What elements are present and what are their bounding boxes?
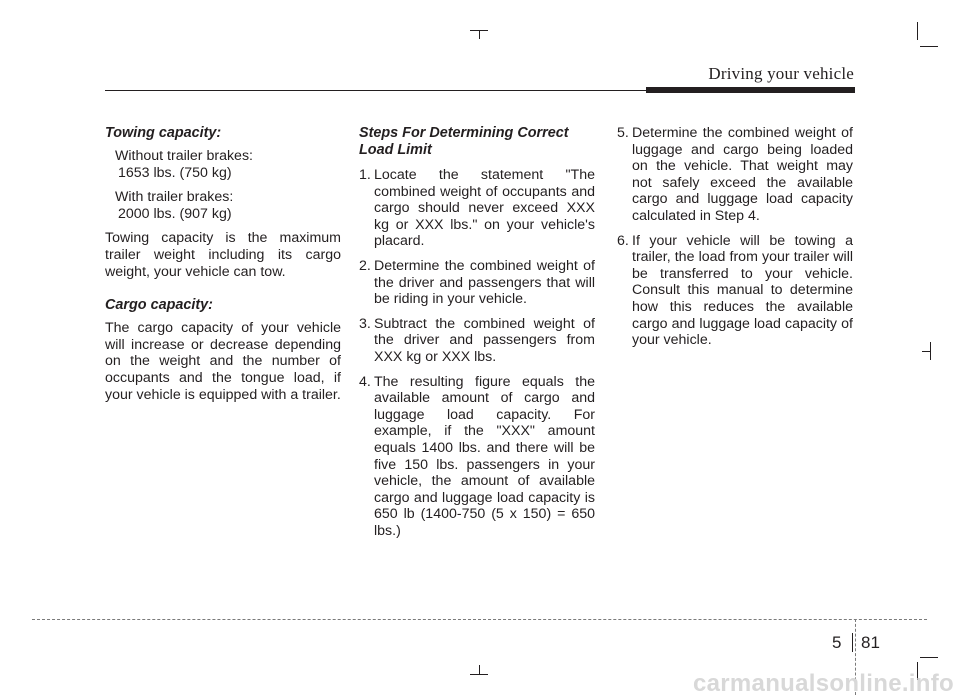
list-item (359, 374, 595, 540)
without-brakes-label: Without trailer brakes: (115, 148, 253, 164)
cargo-capacity-heading: Cargo capacity: (105, 297, 213, 314)
load-limit-steps-continued (617, 125, 853, 349)
load-limit-heading-line1: Steps For Determining Correct (359, 125, 569, 141)
list-item (359, 316, 595, 366)
step-text: Determine the combined weight of the driver and passengers that will be riding in your vehicle. (374, 257, 595, 308)
list-item (359, 258, 595, 308)
column-right (617, 125, 853, 357)
towing-description: Towing capacity is the maximum trailer weight including its cargo weight, your vehicle can tow. (105, 230, 341, 280)
watermark: carmanualsonline.info (692, 670, 954, 697)
column-left (105, 125, 341, 403)
header-rule-accent (646, 87, 855, 93)
section-header-title: Driving your vehicle (708, 64, 854, 83)
column-middle (359, 125, 595, 547)
chapter-number: 5 (832, 633, 842, 652)
without-brakes-value: 1653 lbs. (750 kg) (118, 164, 232, 181)
step-number: 6. (617, 232, 629, 249)
step-number: 5. (617, 125, 629, 141)
load-limit-steps (359, 167, 595, 539)
footer-dashed-rule (32, 619, 927, 620)
list-item (617, 233, 853, 349)
cargo-description: The cargo capacity of your vehicle will increase or decrease depending on the weight and the number of occupants and the tongue load, if your vehicle is equipped with a trailer. (105, 320, 341, 403)
with-brakes-label: With trailer brakes: (115, 189, 234, 206)
step-text: Determine the combined weight of luggage and cargo being loaded on the vehicle. That weight may not safely exceed the available cargo and luggage load capacity calculated in Step 4. (632, 125, 853, 224)
list-item (617, 125, 853, 225)
towing-capacity-heading: Towing capacity: (105, 125, 222, 141)
page-number-divider (852, 633, 853, 652)
step-number: 3. (359, 315, 371, 332)
step-number: 4. (359, 373, 371, 390)
step-text: The resulting figure equals the available amount of cargo and luggage load capacity. For example, if the "XXX" amount equals 1400 lbs. and there will be five 150 lbs. passengers in your vehicle, the amount of available cargo and luggage load capacity is 650 lb (1400-750 (5 x 150) = 650 lbs.) (374, 373, 595, 539)
step-text: Subtract the combined weight of the driver and passengers from XXX kg or XXX lbs. (374, 315, 595, 365)
with-brakes-value: 2000 lbs. (907 kg) (118, 205, 232, 222)
step-number: 1. (359, 167, 371, 183)
list-item (359, 167, 595, 250)
load-limit-heading-line2: Load Limit (359, 142, 432, 158)
page-number: 81 (861, 633, 880, 652)
step-text: If your vehicle will be towing a trailer, the load from your trailer will be transferred to your vehicle. Consult this manual to determine how this reduces the available cargo and luggage load capacity of your vehicle. (632, 232, 853, 349)
step-text: Locate the statement "The combined weight of occupants and cargo should never exceed XXX kg or XXX lbs." on your vehicle's placard. (374, 167, 595, 250)
load-limit-heading (359, 125, 595, 159)
step-number: 2. (359, 257, 371, 274)
